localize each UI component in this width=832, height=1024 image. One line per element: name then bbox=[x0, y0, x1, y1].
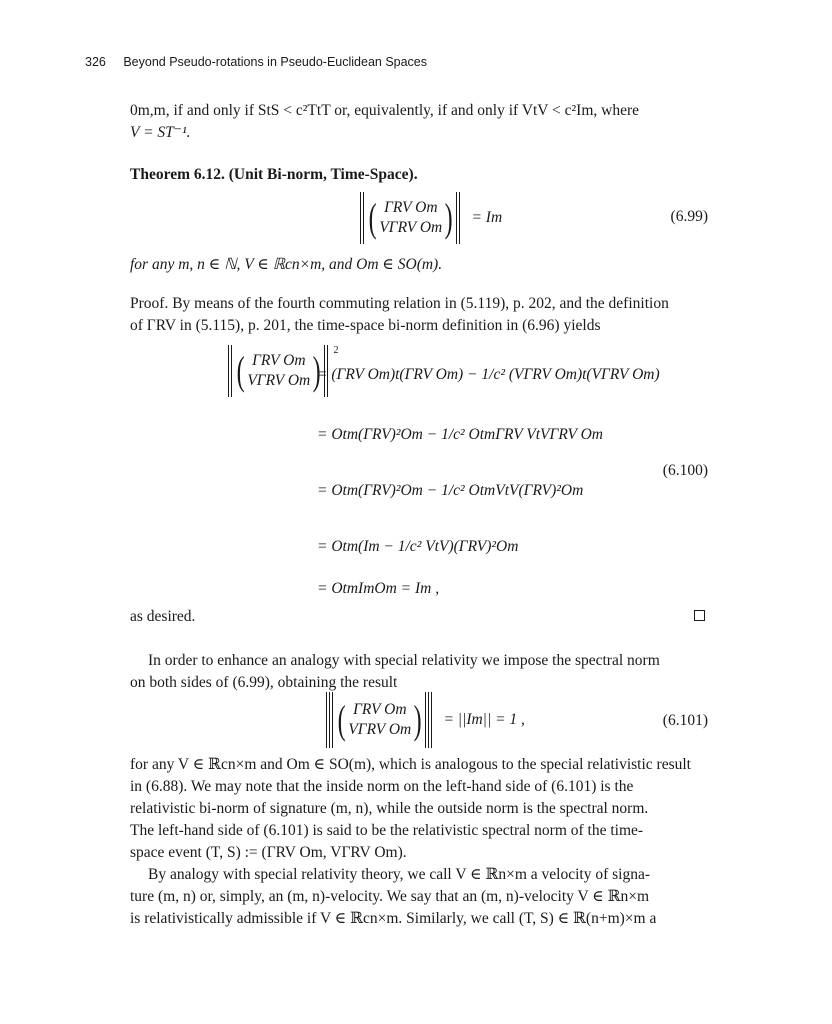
proof-paragraph bbox=[130, 293, 708, 337]
equation-line-4: = Otm(Im − 1/c² VtV)(ΓRV)²Om bbox=[317, 538, 519, 555]
equation-line-5: = OtmImOm = Im , bbox=[317, 580, 440, 597]
proof-conclusion: as desired. bbox=[130, 608, 196, 625]
paragraph-line: on both sides of (6.99), obtaining the result bbox=[130, 674, 398, 691]
matrix-top: ΓRV Om bbox=[384, 199, 438, 216]
equation-6-101: ( ΓRV Om VΓRV Om ) = ||Im|| = 1 , bbox=[326, 692, 525, 748]
equation-number: (6.101) bbox=[662, 712, 708, 729]
equation-6-100-lhs: ( ΓRV Om VΓRV Om ) $^2$ bbox=[228, 345, 338, 397]
proof-line: Proof. By means of the fourth commuting relation in (5.119), p. 202, and the definition bbox=[130, 295, 669, 312]
equation-6-99: ( ΓRV Om VΓRV Om ) = Im bbox=[360, 192, 502, 244]
paragraph-line: ture (m, n) or, simply, an (m, n)-velocity. We say that an (m, n)-velocity V ∈ ℝn×m bbox=[130, 888, 650, 905]
equation-line-2: = Otm(ΓRV)²Om − 1/c² OtmΓRV VtVΓRV Om bbox=[317, 426, 603, 443]
equation-number: (6.100) bbox=[662, 462, 708, 479]
paragraph-line: By analogy with special relativity theory, we call V ∈ ℝn×m a velocity of signa- bbox=[148, 866, 650, 883]
equation-rhs: = Im bbox=[471, 208, 503, 226]
equation-line-3: = Otm(ΓRV)²Om − 1/c² OtmVtV(ΓRV)²Om bbox=[317, 482, 584, 499]
paragraph-line: relativistic bi-norm of signature (m, n), while the outside norm is the spectral norm. bbox=[130, 800, 649, 817]
intro-paragraph bbox=[130, 100, 708, 144]
paragraph-line: In order to enhance an analogy with special relativity we impose the spectral norm bbox=[148, 652, 660, 669]
running-title: Beyond Pseudo-rotations in Pseudo-Euclidean Spaces bbox=[123, 55, 428, 69]
matrix-top: ΓRV Om bbox=[353, 701, 407, 718]
paragraph-line: for any V ∈ ℝcn×m and Om ∈ SO(m), which is analogous to the special relativistic result bbox=[130, 756, 691, 773]
matrix-bottom: VΓRV Om bbox=[348, 721, 412, 738]
matrix-top: ΓRV Om bbox=[252, 352, 306, 369]
running-header bbox=[85, 55, 427, 69]
paragraph-2 bbox=[130, 754, 708, 864]
paragraph-line: space event (T, S) := (ΓRV Om, VΓRV Om). bbox=[130, 844, 407, 861]
qed-box bbox=[694, 610, 705, 621]
theorem-title: Theorem 6.12. (Unit Bi-norm, Time-Space). bbox=[130, 166, 418, 183]
paragraph-line: The left-hand side of (6.101) is said to be the relativistic spectral norm of the time- bbox=[130, 822, 644, 839]
matrix-bottom: VΓRV Om bbox=[247, 372, 311, 389]
intro-line: V = ST⁻¹. bbox=[130, 124, 191, 141]
intro-line: 0m,m, if and only if StS < c²TtT or, equivalently, if and only if VtV < c²Im, where bbox=[130, 102, 640, 119]
paragraph-line: is relativistically admissible if V ∈ ℝcn×m. Similarly, we call (T, S) ∈ ℝ(n+m)×m a bbox=[130, 910, 657, 927]
equation-rhs: = ||Im|| = 1 , bbox=[443, 710, 525, 728]
page-number: 326 bbox=[85, 55, 106, 69]
paragraph-line: in (6.88). We may note that the inside norm on the left-hand side of (6.101) is the bbox=[130, 778, 634, 795]
matrix-bottom: VΓRV Om bbox=[379, 219, 443, 236]
paragraph-1 bbox=[130, 650, 708, 694]
paragraph-3 bbox=[130, 864, 708, 930]
equation-line-1: = (ΓRV Om)t(ΓRV Om) − 1/c² (VΓRV Om)t(VΓRV Om) bbox=[317, 366, 660, 383]
theorem-condition: for any m, n ∈ ℕ, V ∈ ℝcn×m, and Om ∈ SO(m). bbox=[130, 256, 443, 273]
proof-line: of ΓRV in (5.115), p. 201, the time-space bi-norm definition in (6.96) yields bbox=[130, 317, 601, 334]
equation-number: (6.99) bbox=[670, 208, 708, 225]
